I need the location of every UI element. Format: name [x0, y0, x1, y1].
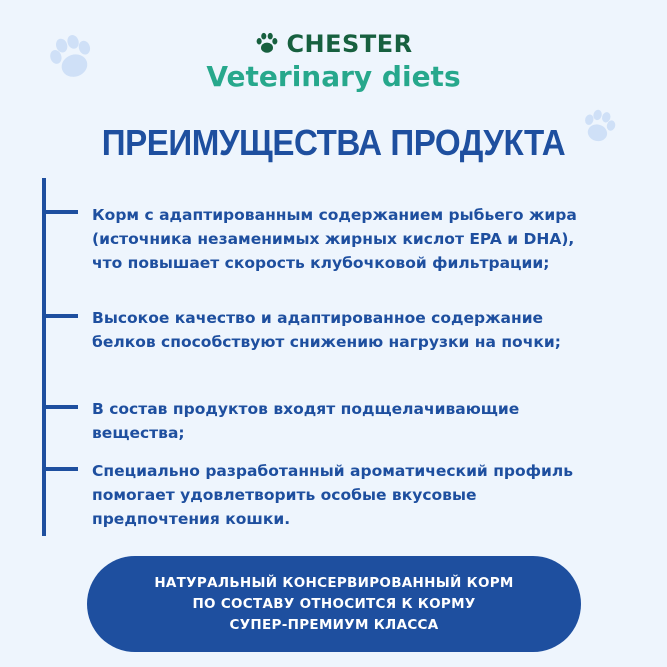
timeline-line [42, 178, 46, 536]
banner-line: ПО СОСТАВУ ОТНОСИТСЯ К КОРМУ [192, 595, 476, 612]
benefit-item [92, 397, 632, 445]
benefit-line: предпочтения кошки. [92, 510, 291, 528]
timeline-tick [42, 210, 78, 214]
benefit-line: белков способствуют снижению нагрузки на почки; [92, 333, 561, 351]
benefit-item [92, 459, 632, 531]
paw-icon [254, 32, 280, 56]
page-title: ПРЕИМУЩЕСТВА ПРОДУКТА [101, 122, 566, 163]
benefit-line: (источника незаменимых жирных кислот EPA и DHA), [92, 230, 575, 248]
banner-line: НАТУРАЛЬНЫЙ КОНСЕРВИРОВАННЫЙ КОРМ [154, 574, 514, 591]
brand-subtitle: Veterinary diets [206, 60, 461, 93]
timeline-tick [42, 405, 78, 409]
benefit-line: Специально разработанный ароматический профиль [92, 462, 574, 480]
benefit-line: Высокое качество и адаптированное содержание [92, 309, 544, 327]
benefit-line: вещества; [92, 424, 185, 442]
timeline-tick [42, 467, 78, 471]
benefit-line: помогает удовлетворить особые вкусовые [92, 486, 477, 504]
timeline-tick [42, 314, 78, 318]
benefit-line: В состав продуктов входят подщелачивающие [92, 400, 520, 418]
super-premium-banner [87, 556, 581, 652]
benefit-item [92, 203, 632, 275]
benefit-item [92, 306, 632, 354]
benefit-line: Корм с адаптированным содержанием рыбьего жира [92, 206, 577, 224]
brand-name: CHESTER [286, 30, 413, 58]
banner-line: СУПЕР-ПРЕМИУМ КЛАССА [229, 616, 439, 633]
brand-header [0, 30, 667, 58]
benefit-line: что повышает скорость клубочковой фильтрации; [92, 254, 550, 272]
